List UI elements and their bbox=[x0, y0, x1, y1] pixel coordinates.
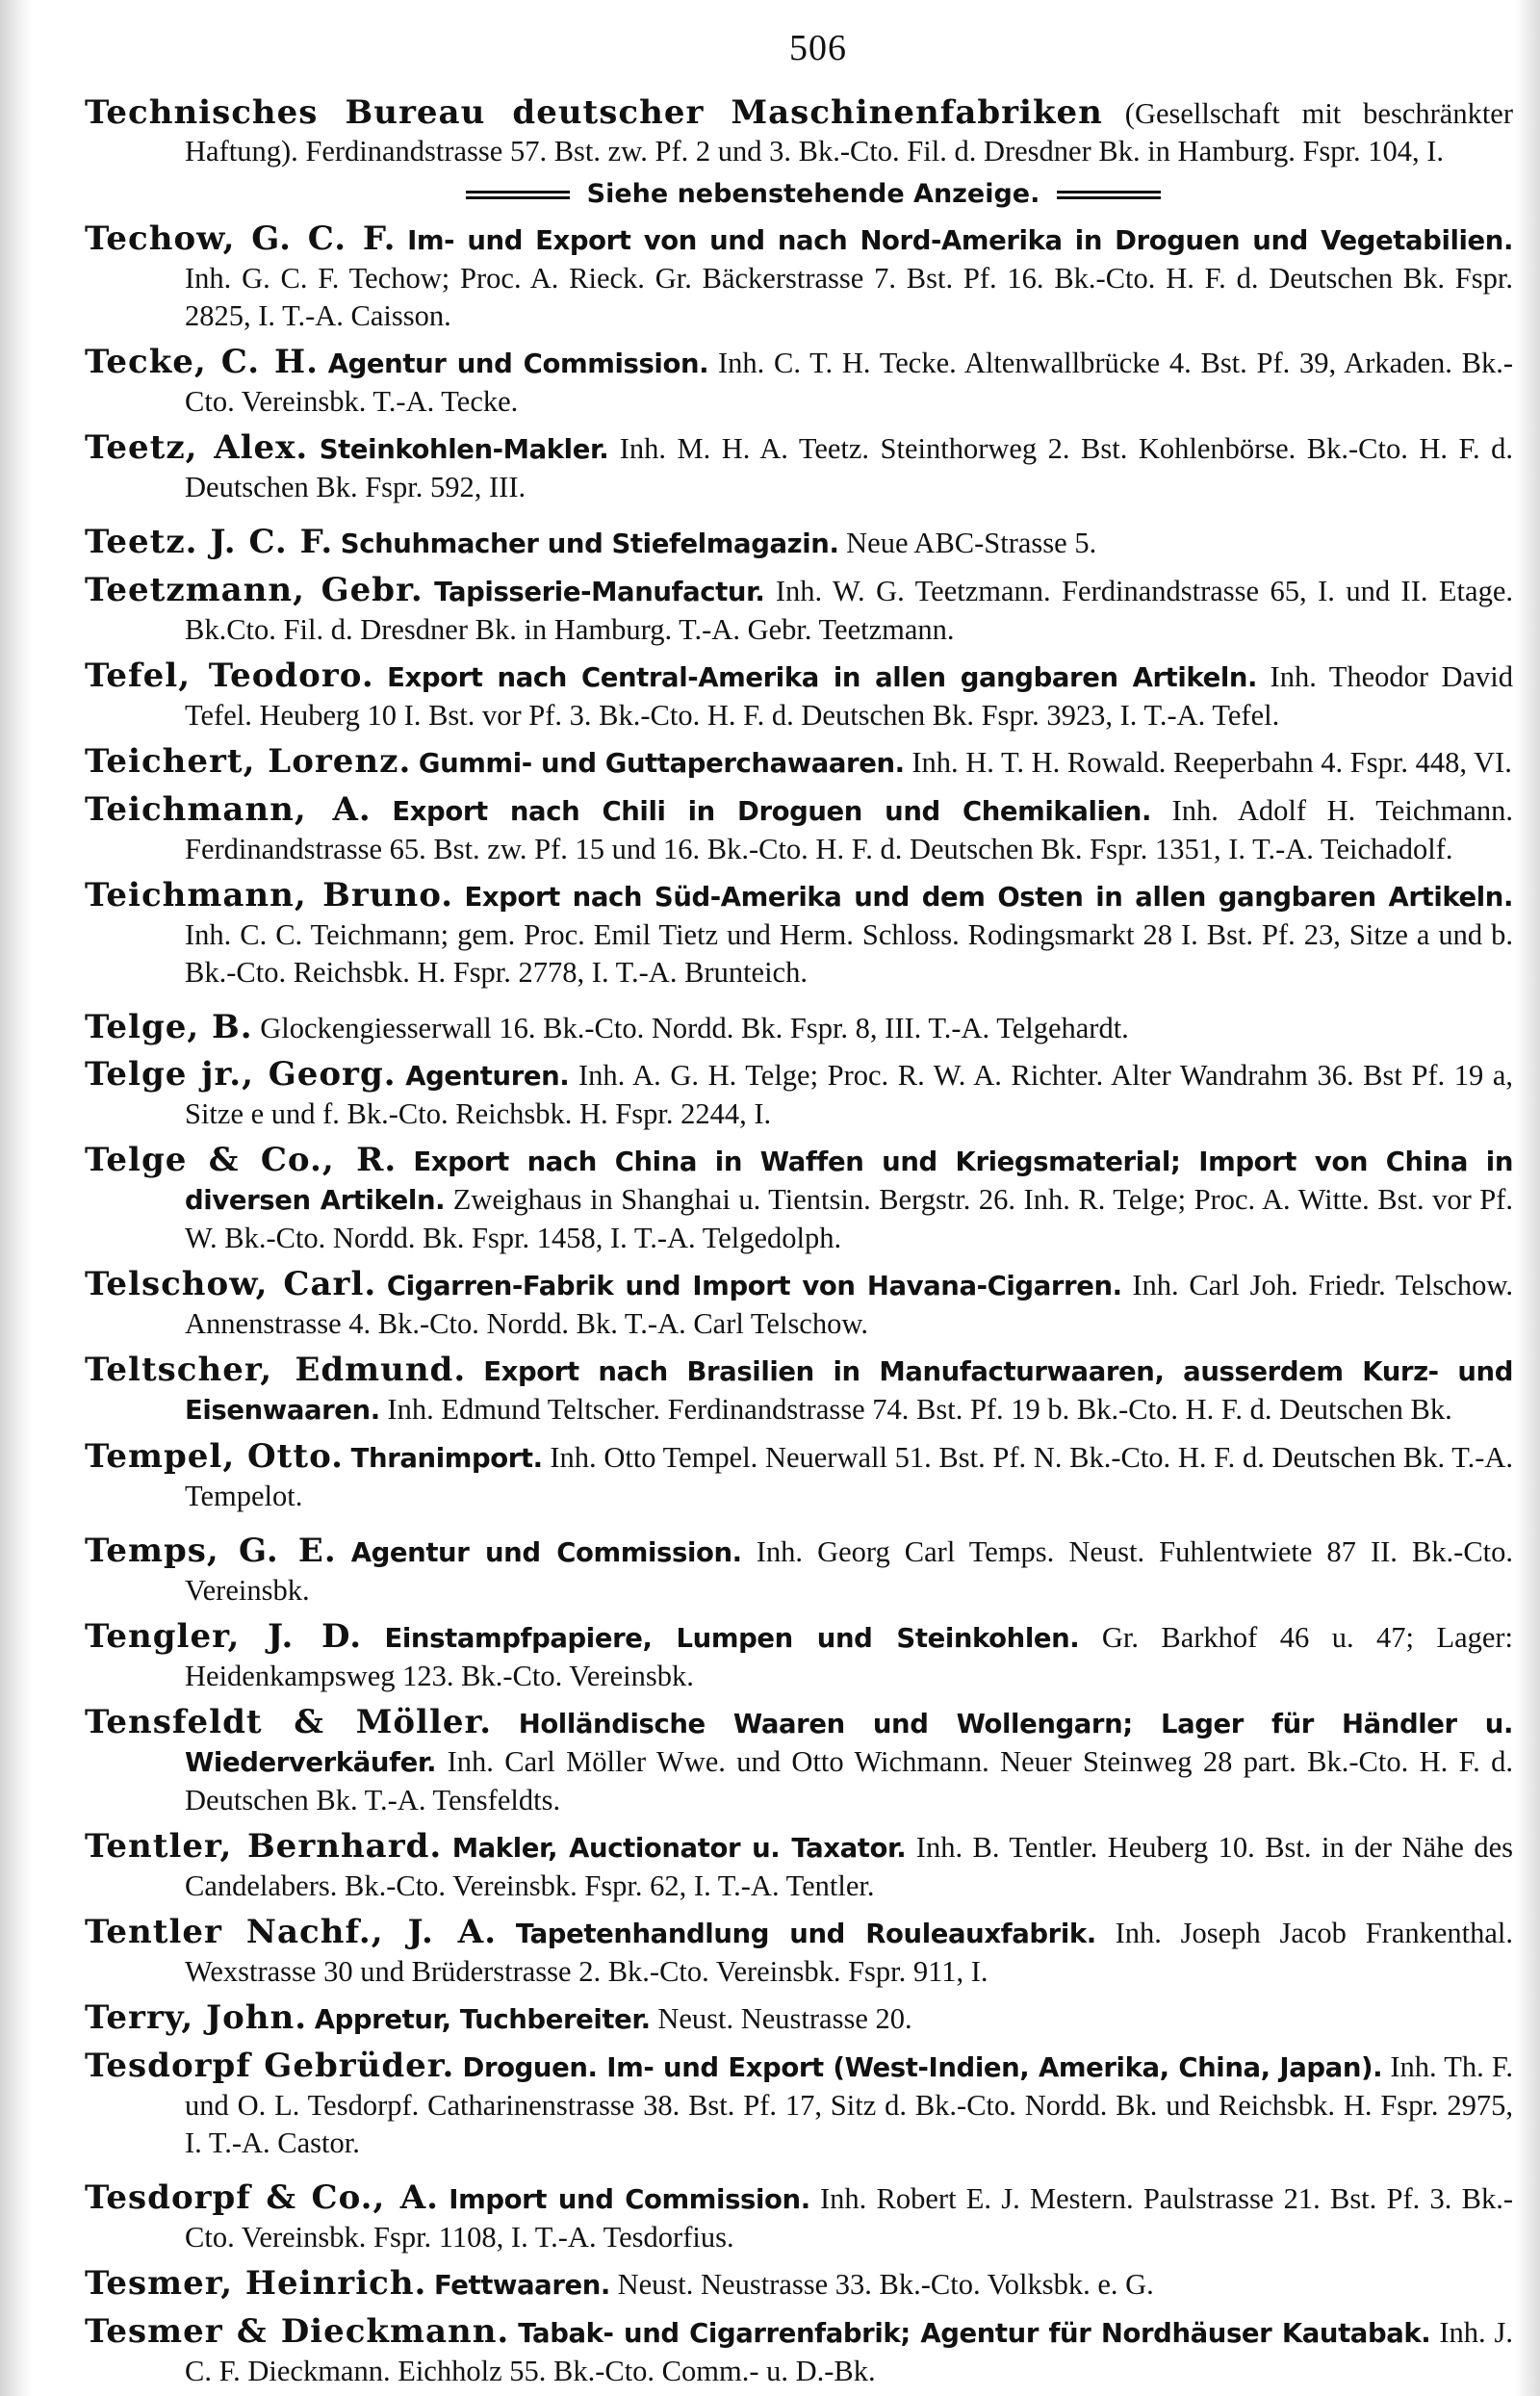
entry-business: Appretur, Tuchbereiter. bbox=[314, 2004, 651, 2035]
entry-details: Inh. A. G. H. Telge; Proc. R. W. A. Richter. Alter Wandrahm 36. Bst Pf. 19 a, Sitze e und f. Bk.-Cto. Reichsbk. H. Fspr. 2244, I. bbox=[185, 1059, 1514, 1130]
entry-business: Agentur und Commission. bbox=[350, 1537, 742, 1568]
entry-name: Teichmann, A. bbox=[85, 790, 372, 829]
entry-details: Inh. B. Tentler. Heuberg 10. Bst. in der Nähe des Candelabers. Bk.-Cto. Vereinsbk. Fspr. 62, I. T.-A. Tentler. bbox=[185, 1831, 1513, 1902]
entry-name: Tensfeldt & Möller. bbox=[85, 1703, 493, 1741]
entry-details: Inh. Georg Carl Temps. Neust. Fuhlentwiete 87 II. Bk.-Cto. Vereinsbk. bbox=[185, 1535, 1514, 1607]
entry-business: Tapetenhandlung und Rouleauxfabrik. bbox=[515, 1919, 1096, 1949]
entry-business: Holländische Waaren und Wollengarn; Lager für Händler u. Wiederverkäufer. bbox=[185, 1709, 1513, 1778]
entry-details: Inh. Robert E. J. Mestern. Paulstrasse 21. Bst. Pf. 3. Bk.-Cto. Vereinsbk. Fspr. 1108, I. T.-A. Tesdorfius. bbox=[185, 2182, 1513, 2254]
entry-details: Inh. Joseph Jacob Frankenthal. Wexstrasse 30 und Brüderstrasse 2. Bk.-Cto. Vereinsbk. Fspr. 911, I. bbox=[185, 1917, 1514, 1988]
entry-name: Tempel, Otto. bbox=[85, 1437, 344, 1476]
entry-business: Agentur und Commission. bbox=[327, 348, 709, 379]
entry-name: Telge jr., Georg. bbox=[85, 1055, 397, 1094]
entry-name: Tesdorpf & Co., A. bbox=[85, 2178, 440, 2217]
directory-entry bbox=[85, 94, 1513, 170]
directory-entry bbox=[85, 220, 1513, 335]
entry-name: Tefel, Teodoro. bbox=[85, 657, 374, 695]
directory-entry bbox=[85, 1999, 1513, 2039]
entry-details: Neue ABC-Strasse 5. bbox=[846, 527, 1097, 559]
entry-business: Thranimport. bbox=[350, 1443, 543, 1474]
entry-business: Import und Commission. bbox=[449, 2184, 810, 2215]
entry-details: Inh. C. C. Teichmann; gem. Proc. Emil Tietz und Herm. Schloss. Rodingsmarkt 28 I. Bst. Pf. 23, Sitze a und b. Bk.-Cto. Reichsbk. H. Fspr. 2778, I. T.-A. Brunteich. bbox=[185, 918, 1513, 989]
entry-details: Inh. Th. F. und O. L. Tesdorpf. Catharinenstrasse 38. Bst. Pf. 17, Sitz d. Bk.-Cto. Nordd. Bk. und Reichsbk. H. Fspr. 2975, I. T.-A. Castor. bbox=[185, 2050, 1514, 2159]
entry-name: Tecke, C. H. bbox=[85, 343, 319, 381]
entry-details: Inh. Carl Joh. Friedr. Telschow. Annenstrasse 4. Bk.-Cto. Nordd. Bk. T.-A. Carl Telschow. bbox=[185, 1269, 1513, 1340]
entry-name: Tentler Nachf., J. A. bbox=[85, 1913, 498, 1951]
directory-entry bbox=[85, 1828, 1513, 1905]
directory-entry bbox=[85, 1618, 1513, 1695]
entry-name: Tengler, J. D. bbox=[85, 1617, 363, 1656]
directory-entry bbox=[85, 1266, 1513, 1343]
directory-entry bbox=[85, 2313, 1513, 2390]
double-rule-right bbox=[1057, 191, 1161, 199]
entry-business: Cigarren-Fabrik und Import von Havana-Cigarren. bbox=[386, 1271, 1122, 1301]
directory-entry bbox=[85, 2048, 1513, 2162]
directory-entry bbox=[85, 1009, 1513, 1047]
directory-entry bbox=[85, 429, 1513, 506]
directory-entry bbox=[85, 344, 1513, 421]
entry-business: Einstampfpapiere, Lumpen und Steinkohlen. bbox=[384, 1623, 1080, 1654]
entry-business: Makler, Auctionator u. Taxator. bbox=[451, 1833, 907, 1864]
entry-details: Inh. M. H. A. Teetz. Steinthorweg 2. Bst. Kohlenbörse. Bk.-Cto. H. F. d. Deutschen Bk. Fspr. 592, III. bbox=[185, 432, 1514, 503]
entry-business: Im- und Export von und nach Nord-Amerika in Droguen und Vegetabilien. bbox=[407, 225, 1514, 256]
entry-name: Teichmann, Bruno. bbox=[85, 876, 454, 915]
entry-business: Tabak- und Cigarrenfabrik; Agentur für Nordhäuser Kautabak. bbox=[518, 2318, 1431, 2349]
entry-business: Agenturen. bbox=[405, 1061, 570, 1092]
directory-entry bbox=[85, 877, 1513, 992]
entry-name: Teetz, Alex. bbox=[85, 428, 309, 467]
directory-entry bbox=[85, 2179, 1513, 2256]
double-rule-left bbox=[466, 191, 570, 199]
entry-name: Teltscher, Edmund. bbox=[85, 1351, 467, 1389]
entry-name: Tesmer, Heinrich. bbox=[85, 2264, 427, 2303]
directory-entry bbox=[85, 1704, 1513, 1819]
directory-entry bbox=[85, 1056, 1513, 1133]
entry-name: Terry, John. bbox=[85, 1998, 308, 2037]
entry-business: Export nach Central-Amerika in allen gangbaren Artikeln. bbox=[387, 662, 1258, 693]
entry-name: Technisches Bureau deutscher Maschinenfabriken bbox=[85, 93, 1103, 132]
directory-entry bbox=[85, 1142, 1513, 1257]
directory-entry bbox=[85, 1533, 1513, 1610]
entry-details: Neust. Neustrasse 20. bbox=[657, 2002, 912, 2035]
directory-entries bbox=[85, 94, 1513, 2390]
directory-entry bbox=[85, 1438, 1513, 1515]
entry-details: Zweighaus in Shanghai u. Tientsin. Bergstr. 26. Inh. R. Telge; Proc. A. Witte. Bst. vor Pf. W. Bk.-Cto. Nordd. Bk. Fspr. 1458, I. T.-A. Telgedolph. bbox=[185, 1183, 1514, 1254]
entry-name: Tesdorpf Gebrüder. bbox=[85, 2047, 455, 2085]
entry-details: Inh. H. T. H. Rowald. Reeperbahn 4. Fspr. 448, VI. bbox=[911, 746, 1512, 779]
page-number: 506 bbox=[789, 28, 847, 68]
entry-details: Inh. J. C. F. Dieckmann. Eichholz 55. Bk.-Cto. Comm.- u. D.-Bk. bbox=[185, 2316, 1514, 2387]
entry-details: Inh. Edmund Teltscher. Ferdinandstrasse 74. Bst. Pf. 19 b. Bk.-Cto. H. F. d. Deutschen Bk. bbox=[387, 1393, 1452, 1426]
directory-entry bbox=[85, 1914, 1513, 1991]
entry-details: Neust. Neustrasse 33. Bk.-Cto. Volksbk. e. G. bbox=[617, 2268, 1154, 2301]
entry-name: Teetz. J. C. F. bbox=[85, 523, 334, 561]
page-shadow-left bbox=[0, 0, 33, 2396]
entry-name: Teichert, Lorenz. bbox=[85, 742, 412, 781]
directory-entry bbox=[85, 572, 1513, 649]
directory-entry bbox=[85, 743, 1513, 783]
entry-business: Tapisserie-Manufactur. bbox=[434, 577, 765, 607]
entry-business: Steinkohlen-Makler. bbox=[319, 434, 609, 465]
entry-details: Inh. Theodor David Tefel. Heuberg 10 I. Bst. vor Pf. 3. Bk.-Cto. H. F. d. Deutschen Bk. Fspr. 3923, I. T.-A. Tefel. bbox=[185, 660, 1514, 732]
entry-business: Export nach Chili in Droguen und Chemikalien. bbox=[392, 796, 1152, 827]
entry-details: Gr. Barkhof 46 u. 47; Lager: Heidenkampsweg 123. Bk.-Cto. Vereinsbk. bbox=[185, 1621, 1514, 1692]
entry-business: Droguen. Im- und Export (West-Indien, Amerika, China, Japan). bbox=[462, 2052, 1383, 2083]
entry-business: Fettwaaren. bbox=[434, 2270, 610, 2301]
entry-details: Inh. W. G. Teetzmann. Ferdinandstrasse 65, I. und II. Etage. Bk.Cto. Fil. d. Dresdner Bk. in Hamburg. T.-A. Gebr. Teetzmann. bbox=[185, 575, 1513, 646]
entry-business: Export nach Süd-Amerika und dem Osten in allen gangbaren Artikeln. bbox=[464, 882, 1514, 913]
entry-business: Schuhmacher und Stiefelmagazin. bbox=[340, 528, 839, 559]
entry-details: Inh. Otto Tempel. Neuerwall 51. Bst. Pf. N. Bk.-Cto. H. F. d. Deutschen Bk. T.-A. Tempelot. bbox=[185, 1441, 1514, 1512]
page-shadow-right bbox=[1515, 0, 1540, 2396]
entry-name: Telschow, Carl. bbox=[85, 1265, 377, 1303]
entry-name: Temps, G. E. bbox=[85, 1532, 337, 1570]
entry-business: Gummi- und Guttaperchawaaren. bbox=[418, 748, 905, 779]
entry-details: Inh. Carl Möller Wwe. und Otto Wichmann. Neuer Steinweg 28 part. Bk.-Cto. H. F. d. Deutschen Bk. T.-A. Tensfeldts. bbox=[185, 1745, 1514, 1816]
entry-name: Teetzmann, Gebr. bbox=[85, 571, 424, 609]
directory-entry bbox=[85, 2265, 1513, 2305]
entry-details: Inh. Adolf H. Teichmann. Ferdinandstrasse 65. Bst. zw. Pf. 15 und 16. Bk.-Cto. H. F. d. Deutschen Bk. Fspr. 1351, I. T.-A. Teichadolf. bbox=[185, 794, 1513, 865]
notice-text: Siehe nebenstehende Anzeige. bbox=[586, 179, 1040, 209]
directory-entry bbox=[85, 524, 1513, 563]
entry-business: Export nach China in Waffen und Kriegsmaterial; Import von China in diversen Artikeln. bbox=[185, 1146, 1514, 1216]
entry-details: Inh. G. C. F. Techow; Proc. A. Rieck. Gr. Bäckerstrasse 7. Bst. Pf. 16. Bk.-Cto. H. F. d. Deutschen Bk. Fspr. 2825, I. T.-A. Caisson. bbox=[185, 262, 1513, 332]
entry-name: Telge, B. bbox=[85, 1008, 253, 1046]
entry-business: Export nach Brasilien in Manufacturwaaren, ausserdem Kurz- und Eisenwaaren. bbox=[185, 1356, 1513, 1426]
entry-name: Tentler, Bernhard. bbox=[85, 1827, 443, 1866]
entry-name: Tesmer & Dieckmann. bbox=[85, 2312, 510, 2351]
entry-details: (Gesellschaft mit beschränkter Haftung). Ferdinandstrasse 57. Bst. zw. Pf. 2 und 3. Bk.-Cto. Fil. d. Dresdner Bk. in Hamburg. Fspr. 104, I. bbox=[185, 97, 1513, 167]
entry-details: Glockengiesserwall 16. Bk.-Cto. Nordd. Bk. Fspr. 8, III. T.-A. Telgehardt. bbox=[260, 1012, 1129, 1044]
directory-entry bbox=[85, 1352, 1513, 1430]
entry-details: Inh. C. T. H. Tecke. Altenwallbrücke 4. Bst. Pf. 39, Arkaden. Bk.-Cto. Vereinsbk. T.-A. Tecke. bbox=[185, 347, 1514, 418]
directory-entry bbox=[85, 657, 1513, 734]
advertisement-notice bbox=[85, 179, 1513, 209]
entry-name: Techow, G. C. F. bbox=[85, 219, 397, 258]
directory-entry bbox=[85, 791, 1513, 868]
entry-name: Telge & Co., R. bbox=[85, 1141, 398, 1179]
